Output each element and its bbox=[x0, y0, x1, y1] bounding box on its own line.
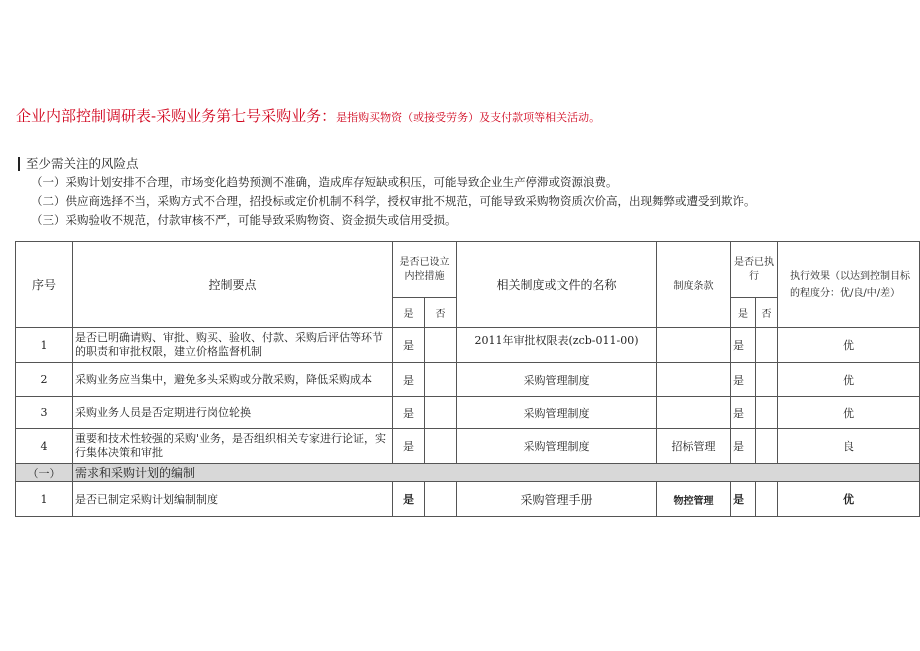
title-sub: 是指购买物资（或接受劳务）及支付款项等相关活动。 bbox=[336, 111, 601, 124]
row-exec-yes: 是 bbox=[731, 397, 756, 429]
row-seq: 4 bbox=[16, 429, 73, 464]
row-seq: 3 bbox=[16, 397, 73, 429]
row-effect: 良 bbox=[778, 429, 920, 464]
header-seq: 序号 bbox=[16, 242, 73, 328]
table-header-row bbox=[16, 242, 920, 298]
row-doc: 采购管理制度 bbox=[457, 397, 657, 429]
row-point: 是否已制定采购计划编制制度 bbox=[73, 482, 393, 517]
row-yes: 是 bbox=[393, 429, 425, 464]
row-effect: 优 bbox=[778, 363, 920, 397]
title-main: 企业内部控制调研表-采购业务第七号采购业务： bbox=[16, 107, 337, 125]
header-exec-yes: 是 bbox=[731, 298, 756, 328]
row-point: 重要和技术性较强的采购'业务，是否组织相关专家进行论证，实行集体决策和审批 bbox=[73, 429, 393, 464]
row-exec-no bbox=[756, 429, 778, 464]
row-exec-yes: 是 bbox=[731, 482, 756, 517]
row-effect: 优 bbox=[778, 397, 920, 429]
header-yes: 是 bbox=[393, 298, 425, 328]
row-effect: 优 bbox=[778, 328, 920, 363]
risk-item: （一）采购计划安排不合理，市场变化趋势预测不准确，造成库存短缺或积压，可能导致企业生产停滞或资源浪费。 bbox=[31, 175, 618, 189]
row-yes: 是 bbox=[393, 397, 425, 429]
row-point: 采购业务人员是否定期进行岗位轮换 bbox=[73, 397, 393, 429]
page-title bbox=[16, 106, 600, 128]
section-seq: （一） bbox=[16, 464, 73, 482]
row-no bbox=[425, 397, 457, 429]
risk-section bbox=[18, 154, 756, 230]
header-effect: 执行效果（以达到控制目标的程度分：优/良/中/差） bbox=[778, 242, 920, 328]
row-point: 是否已明确请购、审批、购买、验收、付款、采购后评估等环节的职责和审批权限，建立价格监督机制 bbox=[73, 328, 393, 363]
table-row bbox=[16, 328, 920, 363]
header-executed: 是否已执行 bbox=[731, 242, 778, 298]
row-exec-no bbox=[756, 482, 778, 517]
section-row bbox=[16, 464, 920, 482]
section-title: 需求和采购计划的编制 bbox=[73, 464, 920, 482]
header-clauses: 制度条款 bbox=[657, 242, 731, 328]
risk-item: （二）供应商选择不当，采购方式不合理，招投标或定价机制不科学，授权审批不规范，可能导致采购物资质次价高，出现舞弊或遭受到欺诈。 bbox=[31, 194, 756, 208]
row-exec-yes: 是 bbox=[731, 363, 756, 397]
table-row bbox=[16, 429, 920, 464]
row-exec-no bbox=[756, 363, 778, 397]
row-no bbox=[425, 328, 457, 363]
risk-heading bbox=[18, 154, 756, 173]
header-docs: 相关制度或文件的名称 bbox=[457, 242, 657, 328]
row-no bbox=[425, 429, 457, 464]
row-doc: 采购管理制度 bbox=[457, 363, 657, 397]
row-clause: 招标管理 bbox=[657, 429, 731, 464]
row-exec-yes: 是 bbox=[731, 429, 756, 464]
heading-bar bbox=[18, 157, 20, 171]
row-seq: 1 bbox=[16, 482, 73, 517]
row-clause: 物控管理 bbox=[657, 482, 731, 517]
row-doc: 2011年审批权限表(zcb-011-00) bbox=[457, 328, 657, 363]
row-clause bbox=[657, 328, 731, 363]
row-exec-no bbox=[756, 397, 778, 429]
row-exec-yes: 是 bbox=[731, 328, 756, 363]
row-yes: 是 bbox=[393, 482, 425, 517]
row-exec-no bbox=[756, 328, 778, 363]
row-clause bbox=[657, 397, 731, 429]
row-yes: 是 bbox=[393, 363, 425, 397]
header-no: 否 bbox=[425, 298, 457, 328]
table-row bbox=[16, 397, 920, 429]
row-no bbox=[425, 363, 457, 397]
row-doc: 采购管理手册 bbox=[457, 482, 657, 517]
risk-heading-text: 至少需关注的风险点 bbox=[26, 156, 139, 171]
row-seq: 1 bbox=[16, 328, 73, 363]
row-no bbox=[425, 482, 457, 517]
control-table bbox=[15, 241, 920, 517]
row-effect: 优 bbox=[778, 482, 920, 517]
row-point: 采购业务应当集中，避免多头采购或分散采购，降低采购成本 bbox=[73, 363, 393, 397]
table-row bbox=[16, 363, 920, 397]
table-row bbox=[16, 482, 920, 517]
header-has-measure: 是否已设立内控措施 bbox=[393, 242, 457, 298]
header-exec-no: 否 bbox=[756, 298, 778, 328]
row-yes: 是 bbox=[393, 328, 425, 363]
header-control: 控制要点 bbox=[73, 242, 393, 328]
row-doc: 采购管理制度 bbox=[457, 429, 657, 464]
row-seq: 2 bbox=[16, 363, 73, 397]
row-clause bbox=[657, 363, 731, 397]
risk-item: （三）采购验收不规范，付款审核不严，可能导致采购物资、资金损失或信用受损。 bbox=[31, 213, 457, 227]
